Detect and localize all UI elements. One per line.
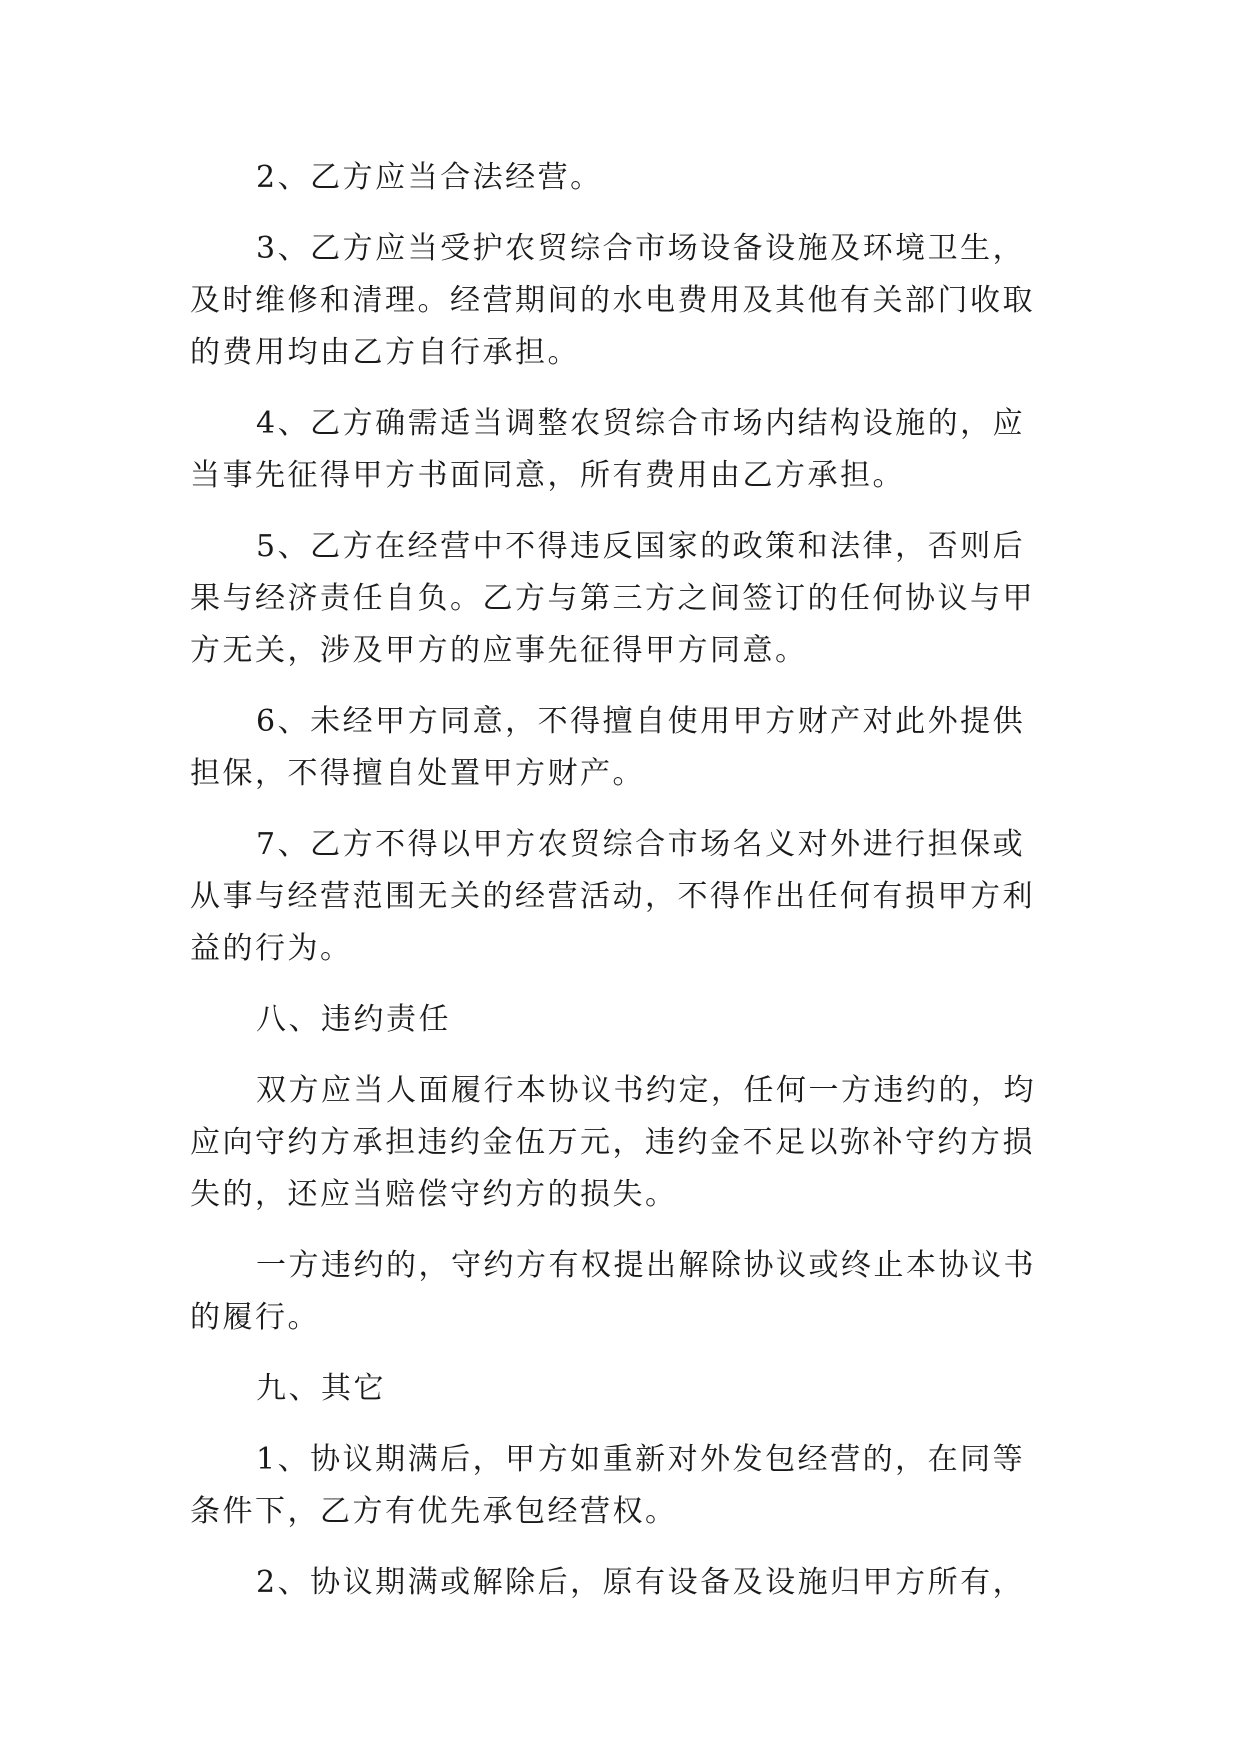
text-line: 6、未经甲方同意，不得擅自使用甲方财产对此外提供 bbox=[256, 704, 1026, 739]
liability-paragraph-1 bbox=[190, 1065, 1070, 1221]
text-line: 3、乙方应当受护农贸综合市场设备设施及环境卫生， bbox=[256, 231, 1026, 266]
clause-3 bbox=[190, 223, 1070, 379]
section-heading-liability bbox=[190, 994, 1070, 1046]
text-line: 果与经济责任自负。乙方与第三方之间签订的任何协议与甲 bbox=[190, 581, 1035, 616]
section-heading-other bbox=[190, 1363, 1070, 1415]
other-clause-2 bbox=[190, 1557, 1070, 1609]
clause-5 bbox=[190, 521, 1070, 677]
text-line: 的费用均由乙方自行承担。 bbox=[190, 335, 580, 370]
clause-2 bbox=[190, 152, 1070, 204]
section-heading: 八、违约责任 bbox=[256, 1002, 451, 1037]
text-line: 一方违约的，守约方有权提出解除协议或终止本协议书 bbox=[256, 1248, 1036, 1283]
text-line: 的履行。 bbox=[190, 1300, 320, 1335]
text-line: 方无关，涉及甲方的应事先征得甲方同意。 bbox=[190, 633, 808, 668]
text-line: 7、乙方不得以甲方农贸综合市场名义对外进行担保或 bbox=[256, 827, 1026, 862]
text-line: 4、乙方确需适当调整农贸综合市场内结构设施的，应 bbox=[256, 406, 1026, 441]
text-line: 2、乙方应当合法经营。 bbox=[256, 160, 603, 195]
text-line: 及时维修和清理。经营期间的水电费用及其他有关部门收取 bbox=[190, 283, 1035, 318]
text-line: 应向守约方承担违约金伍万元，违约金不足以弥补守约方损 bbox=[190, 1125, 1035, 1160]
text-line: 条件下，乙方有优先承包经营权。 bbox=[190, 1494, 678, 1529]
clause-4 bbox=[190, 398, 1070, 502]
text-line: 从事与经营范围无关的经营活动，不得作出任何有损甲方利 bbox=[190, 879, 1035, 914]
text-line: 当事先征得甲方书面同意，所有费用由乙方承担。 bbox=[190, 458, 905, 493]
text-line: 双方应当人面履行本协议书约定，任何一方违约的，均 bbox=[256, 1073, 1036, 1108]
other-clause-1 bbox=[190, 1434, 1070, 1538]
text-line: 益的行为。 bbox=[190, 931, 353, 966]
document-body bbox=[190, 152, 1070, 1628]
section-heading: 九、其它 bbox=[256, 1371, 386, 1406]
liability-paragraph-2 bbox=[190, 1240, 1070, 1344]
clause-7 bbox=[190, 819, 1070, 975]
clause-6 bbox=[190, 696, 1070, 800]
text-line: 2、协议期满或解除后，原有设备及设施归甲方所有， bbox=[256, 1565, 1026, 1600]
text-line: 5、乙方在经营中不得违反国家的政策和法律，否则后 bbox=[256, 529, 1026, 564]
text-line: 担保，不得擅自处置甲方财产。 bbox=[190, 756, 645, 791]
text-line: 失的，还应当赔偿守约方的损失。 bbox=[190, 1177, 678, 1212]
text-line: 1、协议期满后，甲方如重新对外发包经营的，在同等 bbox=[256, 1442, 1026, 1477]
